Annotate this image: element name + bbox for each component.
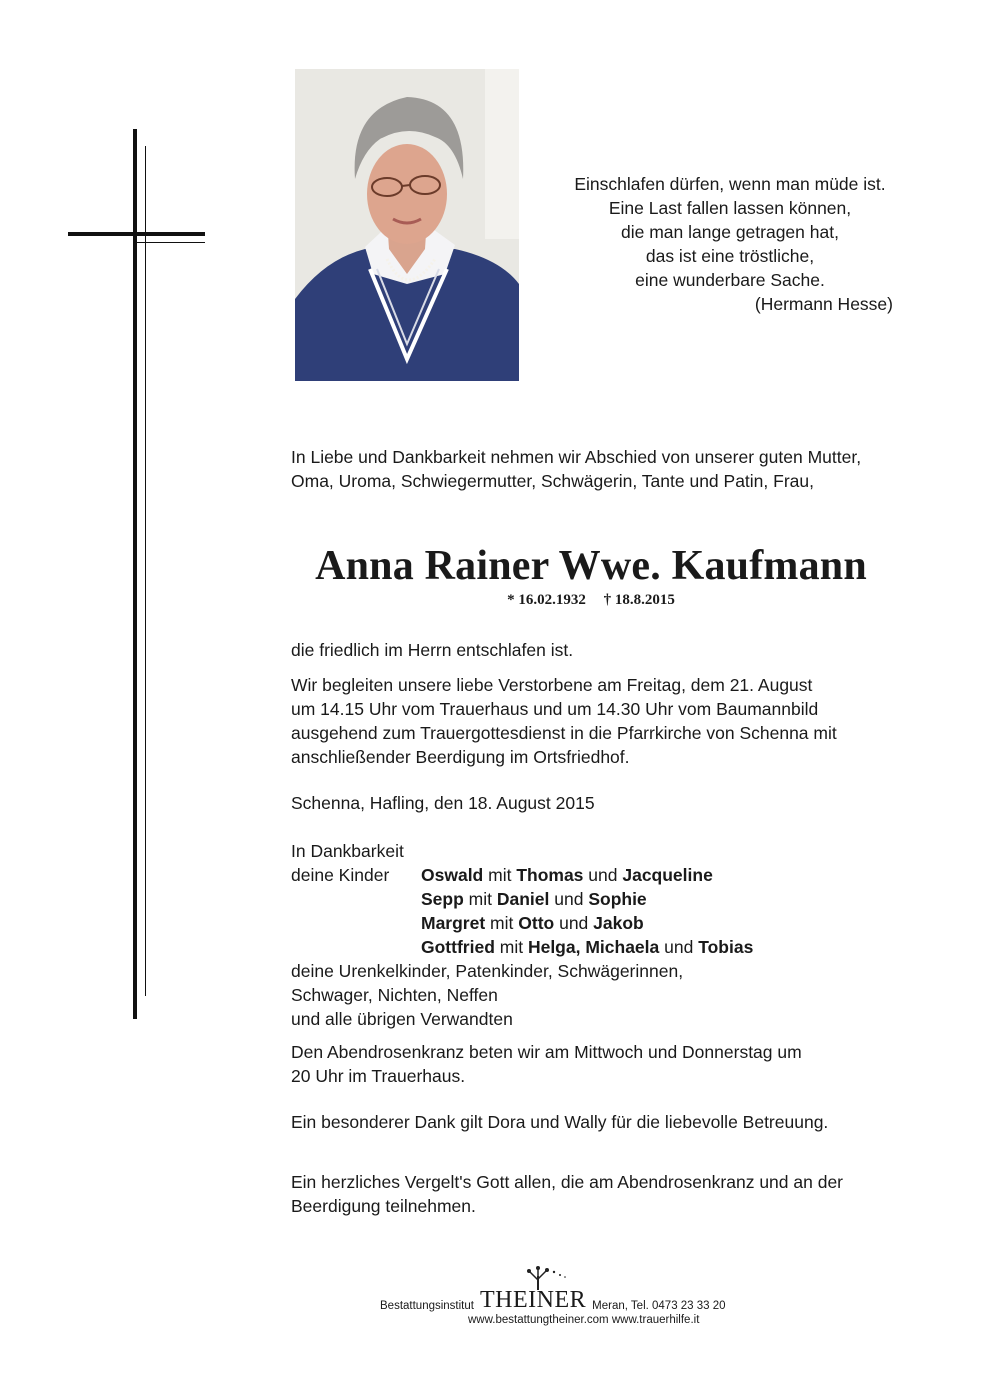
funeral-line: Wir begleiten unsere liebe Verstorbene am Freitag, dem 21. August xyxy=(291,675,813,695)
mourners-block xyxy=(291,839,931,1031)
intro-line: In Liebe und Dankbarkeit nehmen wir Abschied von unserer guten Mutter, xyxy=(291,447,862,467)
connector-text: mit xyxy=(463,889,497,909)
rosary-line: 20 Uhr im Trauerhaus. xyxy=(291,1066,466,1086)
children-label: deine Kinder xyxy=(291,865,390,885)
funeral-line: ausgehend zum Trauergottesdienst in die Pfarrkirche von Schenna mit xyxy=(291,723,837,743)
quote-line: Einschlafen dürfen, wenn man müde ist. xyxy=(574,174,886,194)
theiner-logo xyxy=(480,1288,586,1312)
cross-vertical-line xyxy=(145,146,146,996)
rosary-line: Den Abendrosenkranz beten wir am Mittwoch und Donnerstag um xyxy=(291,1042,802,1062)
mourners-heading: In Dankbarkeit xyxy=(291,841,404,861)
footer-contact: Meran, Tel. 0473 23 33 20 xyxy=(592,1300,726,1312)
vergelt-line: Ein herzliches Vergelt's Gott allen, die am Abendrosenkranz und an der xyxy=(291,1172,844,1192)
tree-icon xyxy=(516,1266,568,1290)
connector-text: mit xyxy=(485,913,519,933)
relative-name: Sophie xyxy=(588,889,647,909)
connector-text: und xyxy=(554,913,594,933)
cross-horizontal-beam xyxy=(68,232,205,236)
special-thanks: Ein besonderer Dank gilt Dora und Wally für die liebevolle Betreuung. xyxy=(291,1112,829,1132)
hesse-quote xyxy=(545,172,915,316)
funeral-paragraph xyxy=(291,673,931,769)
child-family xyxy=(421,863,713,887)
cross-horizontal-line xyxy=(133,242,205,243)
children-list xyxy=(291,863,931,959)
relative-name: Thomas xyxy=(516,865,584,885)
vergelt-line: Beerdigung teilnehmen. xyxy=(291,1196,476,1216)
peace-line: die friedlich im Herrn entschlafen ist. xyxy=(291,640,574,660)
relative-name: Tobias xyxy=(698,937,754,957)
connector-text: mit xyxy=(483,865,517,885)
life-dates xyxy=(291,592,891,609)
logo-text: THEINER xyxy=(479,1287,587,1313)
place-date: Schenna, Hafling, den 18. August 2015 xyxy=(291,793,595,813)
funeral-line: anschließender Beerdigung im Ortsfriedhof. xyxy=(291,747,630,767)
quote-line: Eine Last fallen lassen können, xyxy=(608,198,852,218)
quote-author: (Hermann Hesse) xyxy=(754,294,893,314)
death-date: † 18.8.2015 xyxy=(603,592,675,608)
relative-name: Oswald xyxy=(421,865,484,885)
other-relatives: und alle übrigen Verwandten xyxy=(291,1009,513,1029)
birth-date: * 16.02.1932 xyxy=(507,592,586,608)
other-relatives: deine Urenkelkinder, Patenkinder, Schwägerinnen, xyxy=(291,961,684,981)
connector-text: mit xyxy=(494,937,528,957)
other-relatives: Schwager, Nichten, Neffen xyxy=(291,985,498,1005)
deceased-name: Anna Rainer Wwe. Kaufmann xyxy=(315,543,867,589)
cross-vertical-beam xyxy=(133,129,137,1019)
child-family xyxy=(291,911,931,935)
funeral-line: um 14.15 Uhr vom Trauerhaus und um 14.30 Uhr vom Baumannbild xyxy=(291,699,819,719)
rosary-paragraph xyxy=(291,1040,931,1088)
quote-line: das ist eine tröstliche, xyxy=(645,246,815,266)
child-family xyxy=(291,887,931,911)
quote-line: die man lange getragen hat, xyxy=(621,222,839,242)
relative-name: Margret xyxy=(421,913,486,933)
relative-name: Helga, Michaela xyxy=(527,937,660,957)
relative-name: Jacqueline xyxy=(622,865,713,885)
connector-text: und xyxy=(549,889,589,909)
relative-name: Daniel xyxy=(496,889,550,909)
vergelt-paragraph xyxy=(291,1170,931,1218)
funeral-home-footer xyxy=(380,1288,860,1326)
relative-name: Gottfried xyxy=(421,937,495,957)
portrait-photo xyxy=(295,69,519,381)
relative-name: Jakob xyxy=(593,913,644,933)
footer-web: www.bestattungtheiner.com www.trauerhilfe.it xyxy=(468,1314,700,1326)
intro-line: Oma, Uroma, Schwiegermutter, Schwägerin, Tante und Patin, Frau, xyxy=(291,471,814,491)
intro-paragraph xyxy=(291,445,931,493)
child-family xyxy=(291,935,931,959)
quote-line: eine wunderbare Sache. xyxy=(635,270,825,290)
relative-name: Otto xyxy=(518,913,555,933)
connector-text: und xyxy=(659,937,699,957)
footer-prefix: Bestattungsinstitut xyxy=(380,1300,474,1312)
relative-name: Sepp xyxy=(421,889,464,909)
children-row xyxy=(291,863,931,887)
connector-text: und xyxy=(583,865,623,885)
